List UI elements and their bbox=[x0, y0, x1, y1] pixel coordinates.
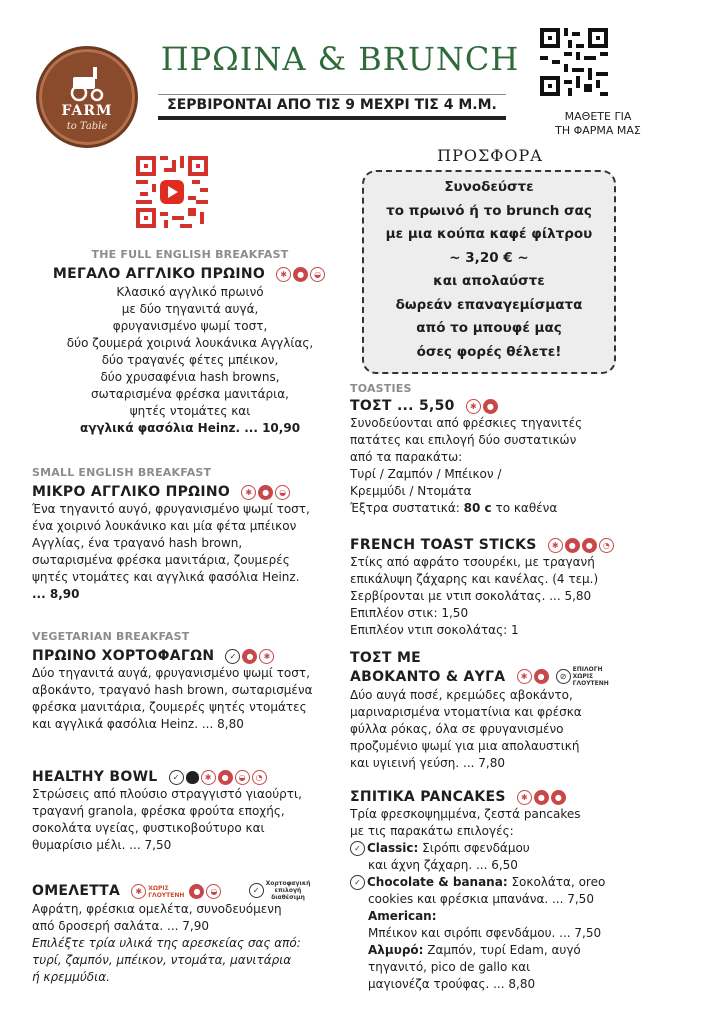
desc-line: Ένα τηγανιτό αυγό, φρυγανισμένο ψωμί τοστ, bbox=[32, 502, 310, 516]
gluten-icon: ✱ bbox=[259, 649, 274, 664]
egg-icon: ● bbox=[534, 669, 549, 684]
milk-icon: ● bbox=[218, 770, 233, 785]
extras-line bbox=[350, 500, 680, 517]
learn-line-2: ΤΗ ΦΑΡΜΑ ΜΑΣ bbox=[555, 124, 641, 137]
small-english-section bbox=[32, 466, 352, 603]
gluten-free-icon: ✱ bbox=[131, 884, 146, 899]
desc-line: Στρώσεις από πλούσιο στραγγιστό γιαούρτι, bbox=[32, 787, 302, 801]
option-label: American: bbox=[368, 909, 437, 923]
section-english-name: TOASTIES bbox=[350, 382, 412, 395]
vegetarian-icon: ✓ bbox=[249, 883, 264, 898]
milk-icon: ● bbox=[551, 790, 566, 805]
desc-line: ψητές ντομάτες και bbox=[129, 404, 251, 418]
serving-hours: ΣΕΡΒΙΡΟΝΤΑΙ ΑΠΟ ΤΙΣ 9 ΜΕΧΡΙ ΤΙΣ 4 Μ.Μ. bbox=[167, 97, 497, 113]
healthy-bowl-section bbox=[32, 766, 352, 854]
offer-line: το πρωινό ή το brunch σας bbox=[386, 202, 592, 219]
gluten-free-label bbox=[148, 885, 184, 899]
desc-line: τηγανιτό, pico de gallo και bbox=[368, 960, 531, 974]
desc-line: προζυμένιο ψωμί για μια απολαυστική bbox=[350, 739, 580, 753]
desc-line: επικάλυψη ζάχαρης και κανέλας. (4 τεμ.) bbox=[350, 572, 599, 586]
desc-line: σωταρισμένα φρέσκα μανιτάρια, bbox=[91, 387, 289, 401]
nuts-icon: ◔ bbox=[599, 538, 614, 553]
desc-line: πατάτες και επιλογή δύο συστατικών bbox=[350, 433, 577, 447]
gluten-free-option-label bbox=[573, 666, 609, 687]
section-description bbox=[350, 687, 680, 772]
veg-line: διαθέσιμη bbox=[271, 894, 305, 901]
gluten-icon: ✱ bbox=[548, 538, 563, 553]
option-label: Chocolate & banana: bbox=[367, 875, 508, 889]
desc-line: μαγιονέζα τρούφας. ... 8,80 bbox=[368, 977, 536, 991]
section-title: FRENCH TOAST STICKS bbox=[350, 537, 537, 553]
section-english-name: THE FULL ENGLISH BREAKFAST bbox=[91, 248, 289, 261]
desc-line: Κρεμμύδι / Ντομάτα bbox=[350, 484, 472, 498]
pancake-option-chocolate bbox=[350, 874, 680, 891]
desc-line: δύο χρυσαφένια hash browns, bbox=[100, 370, 280, 384]
desc-line: cookies και φρέσκια μπανάνα. ... 7,50 bbox=[368, 892, 594, 906]
nuts-icon: ◒ bbox=[235, 770, 250, 785]
logo-subtext: to Table bbox=[66, 121, 108, 132]
option-text: Σοκολάτα, oreo bbox=[511, 875, 606, 889]
section-description bbox=[350, 806, 680, 993]
gf-line: ΓΛΟΥΤΕΝΗ bbox=[572, 680, 609, 687]
farm-logo bbox=[36, 46, 138, 148]
allergen-icons bbox=[276, 264, 327, 283]
offer-line: με μια κούπα καφέ φίλτρου bbox=[385, 226, 593, 242]
gluten-icon: ✱ bbox=[241, 485, 256, 500]
section-description bbox=[350, 415, 680, 517]
full-english-section bbox=[30, 248, 350, 437]
section-english-name: SMALL ENGLISH BREAKFAST bbox=[32, 466, 212, 479]
gf-line: ΧΩΡΙΣ bbox=[572, 673, 594, 680]
section-description bbox=[32, 786, 352, 854]
desc-line: Επιπλέον στικ: 1,50 bbox=[350, 606, 469, 620]
avocado-toast-section bbox=[350, 650, 680, 772]
apple-icon bbox=[186, 771, 199, 784]
egg-icon: ● bbox=[534, 790, 549, 805]
vegetarian-icon: ✓ bbox=[225, 649, 240, 664]
vegetarian-available bbox=[249, 880, 311, 901]
desc-line: ... 8,90 bbox=[32, 587, 80, 601]
section-title: HEALTHY BOWL bbox=[32, 769, 158, 785]
gf-line: ΓΛΟΥΤΕΝΗ bbox=[148, 891, 185, 899]
desc-line: μαριναρισμένα ντοματίνια και φρέσκα bbox=[350, 705, 582, 719]
egg-icon: ● bbox=[293, 267, 308, 282]
section-title: ΤΟΣΤ ... 5,50 bbox=[350, 398, 455, 414]
allergen-icons bbox=[517, 666, 609, 687]
gf-line: ΧΩΡΙΣ bbox=[148, 884, 169, 892]
page-title: ΠΡΩΙΝΑ & BRUNCH bbox=[160, 40, 520, 78]
desc-line: Μπέικον και σιρόπι σφενδάμου. ... 7,50 bbox=[368, 926, 602, 940]
option-label: Classic: bbox=[367, 841, 419, 855]
vegetarian-label bbox=[266, 880, 311, 901]
desc-line: Αφράτη, φρέσκια ομελέτα, συνοδευόμενη bbox=[32, 902, 282, 916]
omelette-section bbox=[32, 880, 354, 986]
section-title: ΜΙΚΡΟ ΑΓΓΛΙΚΟ ΠΡΩΙΝΟ bbox=[32, 484, 231, 500]
desc-line: Τρία φρεσκοψημμένα, ζεστά pancakes bbox=[350, 807, 581, 821]
desc-line: Επιλέξτε τρία υλικά της αρεσκείας σας από: bbox=[32, 936, 301, 950]
desc-line: φύλλα ρόκας, όλα σε φρυγανισμένο bbox=[350, 722, 564, 736]
desc-line: φρυγανισμένο ψωμί τοστ, bbox=[112, 319, 268, 333]
option-text: Ζαμπόν, τυρί Edam, αυγό bbox=[427, 943, 581, 957]
section-title: ΠΡΩΙΝΟ ΧΟΡΤΟΦΑΓΩΝ bbox=[32, 648, 215, 664]
offer-text bbox=[362, 176, 616, 364]
desc-line: ένα χοιρινό λουκάνικο και μία φέτα μπέικον bbox=[32, 519, 297, 533]
offer-line: και απολαύστε bbox=[433, 273, 545, 289]
desc-line: και υγιεινή γεύση. ... 7,80 bbox=[350, 756, 505, 770]
desc-line: Επιπλέον ντιπ σοκολάτας: 1 bbox=[350, 623, 519, 637]
desc-line: Δύο αυγά ποσέ, κρεμώδες αβοκάντο, bbox=[350, 688, 573, 702]
section-description bbox=[32, 901, 354, 986]
offer-line: Συνοδεύστε bbox=[444, 179, 534, 195]
pancake-option-classic bbox=[350, 840, 680, 857]
offer-title: ΠΡΟΣΦΟΡΑ bbox=[437, 146, 543, 165]
vegetarian-icon: ✓ bbox=[169, 770, 184, 785]
allergen-icons bbox=[131, 881, 223, 900]
desc-line: Αγγλίας, ένα τραγανό hash brown, bbox=[32, 536, 243, 550]
offer-line: από το μπουφέ μας bbox=[416, 320, 562, 336]
farm-qr-code[interactable] bbox=[540, 28, 608, 96]
egg-icon: ● bbox=[242, 649, 257, 664]
gluten-icon: ✱ bbox=[276, 267, 291, 282]
pancake-option-savory bbox=[350, 942, 680, 959]
milk-icon: ● bbox=[483, 399, 498, 414]
desc-line: θυμαρίσιο μέλι. ... 7,50 bbox=[32, 838, 172, 852]
desc-line: δύο ζουμερά χοιρινά λουκάνικα Αγγλίας, bbox=[66, 336, 314, 350]
section-title: ΜΕΓΑΛΟ ΑΓΓΛΙΚΟ ΠΡΩΙΝΟ bbox=[52, 266, 266, 282]
section-description bbox=[32, 665, 352, 733]
desc-line: τυρί, ζαμπόν, μπέικον, ντομάτα, μανιτάρια bbox=[32, 953, 292, 967]
section-english-name: VEGETARIAN BREAKFAST bbox=[32, 630, 190, 643]
pancake-option-american bbox=[350, 908, 680, 925]
learn-line-1: ΜΑΘΕΤΕ ΓΙΑ bbox=[564, 110, 632, 123]
desc-line: Στίκς από αφράτο τσουρέκι, με τραγανή bbox=[350, 555, 595, 569]
offer-line: ~ 3,20 € ~ bbox=[449, 249, 529, 266]
desc-line: σοκολάτα υγείας, φυστικοβούτυρο και bbox=[32, 821, 265, 835]
option-label: Αλμυρό: bbox=[368, 943, 424, 957]
option-text: Σιρόπι σφενδάμου bbox=[422, 841, 530, 855]
offer-line: δωρεάν επαναγεμίσματα bbox=[395, 296, 583, 313]
desc-line: φρέσκα μανιτάρια, ζουμερές ψητές ντομάτες bbox=[32, 700, 307, 714]
gluten-icon: ✱ bbox=[201, 770, 216, 785]
learn-about-farm bbox=[518, 110, 678, 138]
veg-line: Χορτοφαγική bbox=[265, 880, 311, 887]
allergen-icons bbox=[517, 787, 568, 806]
section-description bbox=[30, 284, 350, 437]
section-description bbox=[350, 554, 680, 639]
egg-icon: ● bbox=[258, 485, 273, 500]
desc-line: ψητές ντομάτες και αγγλικά φασόλια Heinz. bbox=[32, 570, 300, 584]
desc-line: Συνοδεύονται από φρέσκιες τηγανιτές bbox=[350, 416, 583, 430]
section-description bbox=[32, 501, 352, 603]
milk-icon: ◒ bbox=[206, 884, 221, 899]
pancakes-section bbox=[350, 786, 680, 993]
desc-line: και άχνη ζάχαρη. ... 6,50 bbox=[368, 858, 518, 872]
milk-icon: ● bbox=[582, 538, 597, 553]
desc-line: με τις παρακάτω επιλογές: bbox=[350, 824, 514, 838]
desc-line: Σερβίρονται με ντιπ σοκολάτας. ... 5,80 bbox=[350, 589, 592, 603]
desc-line: αγγλικά φασόλια Heinz. ... 10,90 bbox=[79, 421, 301, 435]
extras-suffix: το καθένα bbox=[495, 501, 558, 515]
section-title: ΣΠΙΤΙΚΑ PANCAKES bbox=[350, 789, 506, 805]
desc-line: ή κρεμμύδια. bbox=[32, 970, 110, 984]
veg-line: επιλογή bbox=[274, 887, 302, 894]
desc-line: Κλασικό αγγλικό πρωινό bbox=[116, 285, 264, 299]
mustard-icon: ◒ bbox=[275, 485, 290, 500]
gluten-icon: ✱ bbox=[517, 790, 532, 805]
section-title-2: ΑΒΟΚΑΝΤΟ & ΑΥΓΑ bbox=[350, 669, 506, 685]
allergen-icons bbox=[241, 482, 292, 501]
peanut-icon: ◔ bbox=[252, 770, 267, 785]
section-title: ΟΜΕΛΕΤΤΑ bbox=[32, 883, 121, 899]
egg-icon: ● bbox=[565, 538, 580, 553]
section-title: ΤΟΣΤ ΜΕ bbox=[350, 650, 422, 666]
gluten-icon: ✱ bbox=[466, 399, 481, 414]
offer-line: όσες φορές θέλετε! bbox=[416, 343, 562, 360]
desc-line: αβοκάντο, τραγανό hash brown, σωταρισμένα bbox=[32, 683, 313, 697]
desc-line: από τα παρακάτω: bbox=[350, 450, 463, 464]
extras-price: 80 c bbox=[463, 501, 492, 515]
french-toast-section bbox=[350, 534, 680, 639]
allergen-icons bbox=[225, 646, 276, 665]
vegetarian-section bbox=[32, 630, 352, 733]
desc-line: σωταρισμένα φρέσκα μανιτάρια, ζουμερές bbox=[32, 553, 290, 567]
allergen-icons bbox=[169, 767, 269, 786]
egg-icon: ● bbox=[189, 884, 204, 899]
desc-line: Τυρί / Ζαμπόν / Μπέικον / bbox=[350, 467, 502, 481]
logo-text: FARM bbox=[61, 103, 113, 119]
gf-line: ΕΠΙΛΟΓΗ bbox=[572, 666, 603, 673]
allergen-icons bbox=[548, 535, 616, 554]
desc-line: δύο τραγανές φέτες μπέικον, bbox=[101, 353, 279, 367]
vegetarian-icon: ✓ bbox=[350, 875, 365, 890]
toasties-section bbox=[350, 382, 680, 517]
extras-label: Έξτρα συστατικά: bbox=[350, 501, 460, 515]
mustard-icon: ◒ bbox=[310, 267, 325, 282]
vegetarian-icon: ✓ bbox=[350, 841, 365, 856]
gluten-free-option-icon: ⊘ bbox=[556, 669, 571, 684]
allergen-icons bbox=[466, 396, 500, 415]
desc-line: τραγανή granola, φρέσκα φρούτα εποχής, bbox=[32, 804, 285, 818]
desc-line: και αγγλικά φασόλια Heinz. ... 8,80 bbox=[32, 717, 244, 731]
desc-line: Δύο τηγανιτά αυγά, φρυγανισμένο ψωμί τοστ, bbox=[32, 666, 310, 680]
desc-line: από δροσερή σαλάτα. ... 7,90 bbox=[32, 919, 209, 933]
desc-line: με δύο τηγανιτά αυγά, bbox=[121, 302, 259, 316]
youtube-qr-code[interactable] bbox=[136, 156, 208, 228]
gluten-icon: ✱ bbox=[517, 669, 532, 684]
